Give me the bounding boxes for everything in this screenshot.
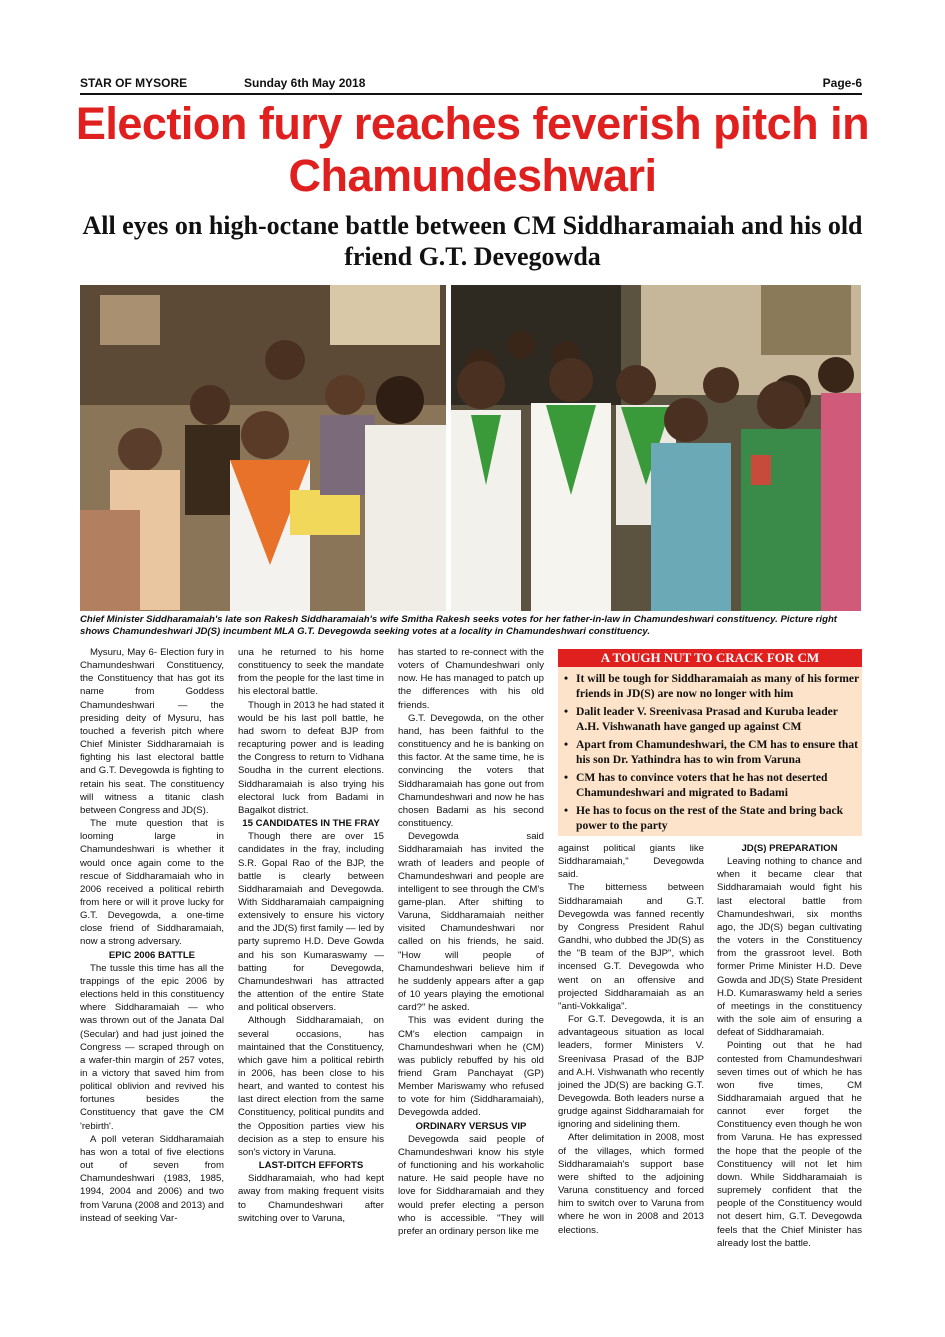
- photo-left-illustration: [80, 285, 446, 611]
- paragraph: Mysuru, May 6- Election fury in Chamundeshwari Constituency, the Constituency that has got its name from Goddess Chamundeshwari — the presiding deity of Mysuru, has touched a feverish pitch where Chief Minister Siddharamaiah is fighting his last electoral battle and G.T. Devegowda is fighting to retain his seat. The constituency will witness a titanic clash between Congress and JD(S).: [80, 647, 224, 816]
- article-column-4: [558, 842, 704, 1237]
- article-column-3: [398, 646, 544, 1238]
- list-item: • Dalit leader V. Sreenivasa Prasad and Kuruba leader A.H. Vishwanath have ganged up against CM: [576, 704, 862, 734]
- paragraph: G.T. Devegowda, on the other hand, has been faithful to the constituency and he is banking on this factor. At the same time, he is convincing the voters that Siddharamaiah has gone out from Chamundeshwari and now he has chosen Badami as his second constituency.: [398, 712, 544, 830]
- masthead: [80, 76, 862, 92]
- photo-caption: Chief Minister Siddharamaiah's late son Rakesh Siddharamaiah's wife Smitha Rakesh seeks votes for her father-in-law in Chamundeshwari constituency. Picture right shows Chamundeshwari JD(S) incumbent MLA G.T. Devegowda seeking votes at a locality in Chamundeshwari constituency.: [80, 614, 837, 637]
- photo-left: [80, 285, 446, 611]
- sidebar-box: [558, 649, 862, 836]
- issue-date: Sunday 6th May 2018: [244, 76, 366, 90]
- article-column-1: [80, 646, 224, 1225]
- list-item: • He has to focus on the rest of the State and bring back power to the party: [576, 803, 862, 833]
- section-heading: JD(S) PREPARATION: [741, 843, 838, 854]
- page-number: Page-6: [822, 76, 862, 90]
- section-heading: EPIC 2006 BATTLE: [108, 949, 196, 961]
- photo-right-illustration: [451, 285, 861, 611]
- paragraph: una he returned to his home constituency to seek the mandate from the people for the last time in his electoral battle.: [238, 647, 384, 698]
- list-item: • Apart from Chamundeshwari, the CM has to ensure that his son Dr. Yathindra has to win from Varuna: [576, 737, 862, 767]
- paragraph: Pointing out that he had contested from Chamundeshwari seven times out of which he has won five times, CM Siddharamaiah argued that he cannot ever forget the Constituency even though he won from Varuna. He has expressed the hope that the people of the Constituency will not let him down. While Siddharamaiah is supremely confident that the people of the Constituency would not desert him, G.T. Devegowda feels that the Chief Minister has already lost the battle.: [717, 1040, 862, 1249]
- paragraph: For G.T. Devegowda, it is an advantageous situation as local leaders, former Ministers V. Sreenivasa Prasad of the BJP and A.H. Vishwanath who recently joined the JD(S) are backing G.T. Devegowda. Both leaders nurse a grudge against Siddharamaiah for ignoring and sidelining them.: [558, 1014, 704, 1131]
- paragraph: This was evident during the CM's election campaign in Chamundeshwari when he (CM) was publicly rebuffed by his old friend Gram Panchayat (GP) Member Mariswamy who refused to vote for him (Siddharamaiah), Devegowda added.: [398, 1015, 544, 1119]
- paragraph: Devegowda said people of Chamundeshwari know his style of functioning and his workaholic nature. He said people have no love for Siddharamaiah and they would prefer electing a person who is accessible. "They will prefer an ordinary person like me: [398, 1133, 544, 1237]
- paragraph: The tussle this time has all the trappings of the epic 2006 by elections held in this constituency where Siddharamaiah — who was thrown out of the Janata Dal (Secular) and had just joined the Congress — scraped through on a wafer-thin margin of 257 votes, in a victory that saved him from political oblivion and revived his fortunes besides the Constituency that gave the CM 'rebirth'.: [80, 962, 224, 1132]
- subheadline: All eyes on high-octane battle between CM Siddharamaiah and his old friend G.T. Devegowda: [82, 211, 863, 271]
- article-column-2: [238, 646, 384, 1225]
- sidebar-box-title: A TOUGH NUT TO CRACK FOR CM: [558, 649, 862, 667]
- sidebar-box-list: [558, 671, 862, 833]
- paragraph: against political giants like Siddharamaiah," Devegowda said.: [558, 843, 704, 881]
- paragraph: Though there are over 15 candidates in the fray, including S.R. Gopal Rao of the BJP, the battle is clearly between Siddharamaiah and Devegowda. With Siddharamaiah campaigning extensively to ensure his victory and the JD(S) first family — led by party supremo H.D. Deve Gowda and his son Kumaraswamy — batting for Devegowda, Chamundeshwari has attracted the attention of the entire State and political observers.: [238, 831, 384, 1014]
- section-heading: LAST-DITCH EFFORTS: [258, 1160, 364, 1172]
- paragraph: After delimitation in 2008, most of the villages, which formed Siddharamaiah's support base were shifted to the adjoining Varuna constituency and forced him to switch over to Varuna from where he won in 2008 and 2013 elections.: [558, 1132, 704, 1236]
- newspaper-name: STAR OF MYSORE: [80, 76, 188, 90]
- paragraph: The mute question that is looming large in Chamundeshwari is whether it would once again come to the rescue of Siddharamaiah who in 2006 received a political rebirth from here or will it prove lucky for G.T. Devegowda, a one-time close friend of Siddharamaiah, now a strong adversary.: [80, 818, 224, 948]
- section-heading: 15 CANDIDATES IN THE FRAY: [242, 818, 380, 830]
- paragraph: A poll veteran Siddharamaiah has won a total of five elections out of seven from Chamundeshwari (1983, 1985, 1994, 2004 and 2006) and two from Varuna (2008 and 2013) and instead of seeking Var-: [80, 1133, 224, 1224]
- list-item: • It will be tough for Siddharamaiah as many of his former friends in JD(S) are now no longer with him: [576, 671, 862, 701]
- paragraph: Leaving nothing to chance and when it became clear that Siddharamaiah would fight his last electoral battle from Chamundeshwari, six months ago, the JD(S) began cultivating the voters in the Constituency from the grassroot level. Both former Prime Minister H.D. Deve Gowda and JD(S) State President H.D. Kumaraswamy held a series of meetings in the constituency with the sole aim of ensuring a defeat of Siddharamaiah.: [717, 856, 862, 1039]
- paragraph: Although Siddharamaiah, on several occasions, has maintained that the Constituency, which gave him a political rebirth in 2006, has been close to his heart, and wanted to contest his last direct election from the same Constituency, political pundits and the Opposition parties view his decision as a step to ensure his son's victory in Varuna.: [238, 1015, 384, 1158]
- headline: Election fury reaches feverish pitch in Chamundeshwari: [75, 98, 870, 201]
- paragraph: Though in 2013 he had stated it would be his last poll battle, he had sworn to defeat BJP from recapturing power and is leading the Congress to return to Vidhana Soudha in the current elections. Siddharamaiah is also trying his electoral luck from Badami in Bagalkot district.: [238, 699, 384, 816]
- article-column-5: [717, 842, 862, 1250]
- paragraph: The bitterness between Siddharamaiah and G.T. Devegowda was fanned recently by Congress President Rahul Gandhi, who dubbed the JD(S) as the "B team of the BJP", which incensed G.T. Devegowda who went on an offensive and projected Siddharamaiah as an "anti-Vokkaliga".: [558, 882, 704, 1012]
- section-heading: ORDINARY VERSUS VIP: [415, 1120, 527, 1132]
- photo-right: [451, 285, 861, 611]
- masthead-rule: [80, 93, 862, 95]
- paragraph: Siddharamaiah, who had kept away from making frequent visits to Chamundeshwari after switching over to Varuna,: [238, 1173, 384, 1224]
- paragraph: has started to re-connect with the voters of Chamundeshwari only now. He has managed to patch up the differences with his old friends.: [398, 647, 544, 711]
- paragraph: Devegowda said Siddharamaiah has invited the wrath of leaders and people of Chamundeshwari and people are intelligent to see through the CM's game-plan. After shifting to Varuna, Siddharamaiah neither visited Chamundeshwari nor called on his friends, he said. "How will people of Chamundeshwari believe him if he suddenly appears after a gap of 10 years playing the emotional card?" he asked.: [398, 831, 544, 1014]
- list-item: • CM has to convince voters that he has not deserted Chamundeshwari and migrated to Badami: [576, 770, 862, 800]
